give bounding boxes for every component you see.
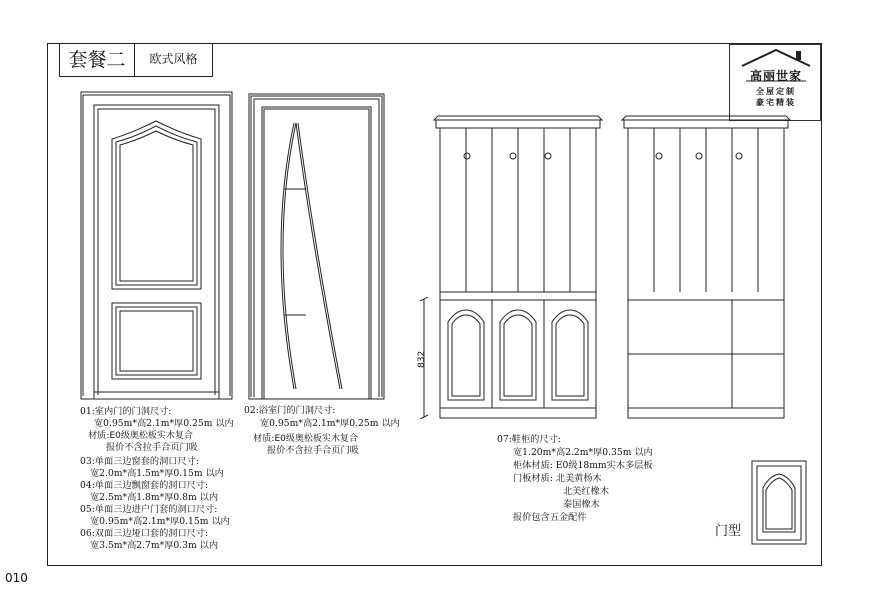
spec-07-body-material: 柜体材质: E0级18mm实木多层板 [513, 460, 653, 471]
dimension-832: 832 [417, 350, 427, 368]
style-label: 欧式风格 [135, 43, 213, 77]
spec-01-title: 01:室内门的门洞尺寸: [80, 406, 172, 417]
material-label: 材质: [253, 433, 275, 444]
spec-04-title: 04:单面三边飘窗套的洞口尺寸: [80, 480, 209, 491]
shoe-cabinet-doors-drawing [430, 114, 606, 422]
spec-07-door-option-3: 泰国橡木 [563, 499, 600, 510]
spec-03-title: 03:单面三边窗套的洞口尺寸: [80, 456, 199, 467]
door-type-label: 门型 [715, 524, 742, 539]
spec-07-note: 报价包含五金配件 [513, 512, 587, 523]
spec-05-size: 宽0.95m*高2.1m*厚0.15m 以内 [90, 516, 230, 527]
door-type-thumbnail [751, 460, 807, 545]
spec-01-size: 宽0.95m*高2.1m*厚0.25m 以内 [94, 418, 234, 429]
spec-05-title: 05:单面三边进户门套的洞口尺寸: [80, 504, 218, 515]
spec-01-material [88, 430, 193, 442]
brand-logo [729, 44, 821, 121]
spec-07-door-option-2: 北美红橡木 [563, 486, 609, 497]
material-label: 材质: [88, 430, 110, 441]
spec-03-size: 宽2.0m*高1.5m*厚0.15m 以内 [90, 468, 224, 479]
package-title: 套餐二 [59, 43, 135, 77]
spec-06-title: 06:双面三边垭口套的洞口尺寸: [80, 528, 209, 539]
spec-01-note: 报价不含拉手合页门吸 [106, 442, 198, 453]
bathroom-door-drawing [248, 93, 386, 401]
logo-tagline-2: 豪宅精装 [756, 97, 796, 107]
interior-door-drawing [80, 91, 233, 401]
spec-07-door-material: 门板材质: 北美黄杨木 [513, 473, 602, 484]
material-value: E0级奥松板实木复合 [109, 431, 193, 441]
spec-02-material [253, 433, 358, 445]
shoe-cabinet-open-drawing [618, 114, 794, 422]
spec-02-size: 宽0.95m*高2.1m*厚0.25m 以内 [260, 418, 400, 429]
spec-02-note: 报价不含拉手合页门吸 [267, 445, 359, 456]
spec-07-size: 宽1.20m*高2.2m*厚0.35m 以内 [513, 447, 653, 458]
spec-04-size: 宽2.5m*高1.8m*厚0.8m 以内 [90, 492, 219, 503]
material-value: E0级奥松板实木复合 [274, 434, 358, 444]
spec-06-size: 宽3.5m*高2.7m*厚0.3m 以内 [90, 540, 219, 551]
logo-tagline-1: 全屋定制 [756, 86, 796, 96]
page-number: 010 [5, 571, 28, 585]
logo-name: 高丽世家 [749, 69, 802, 83]
spec-07-title: 07:鞋柜的尺寸: [497, 434, 561, 445]
spec-02-title: 02:浴室门的门洞尺寸: [244, 405, 336, 416]
